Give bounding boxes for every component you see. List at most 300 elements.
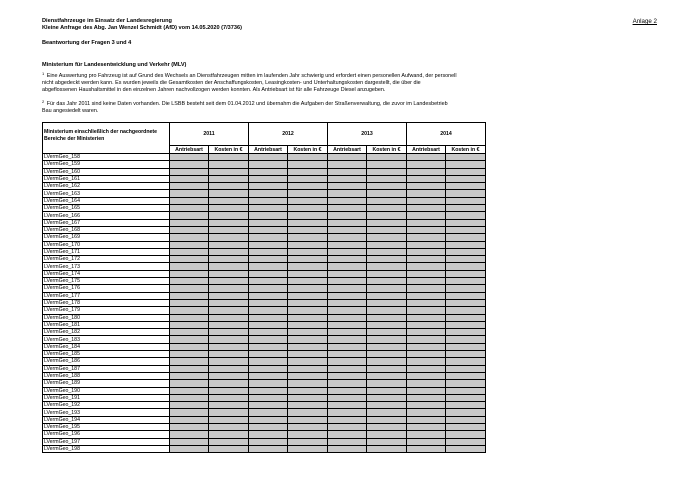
table-row	[43, 278, 486, 285]
drive-type-cell	[170, 168, 209, 175]
drive-type-cell	[407, 263, 446, 270]
vehicle-id-cell: LVermGeo_189	[43, 380, 170, 387]
drive-type-cell	[249, 409, 288, 416]
cost-cell	[288, 438, 328, 445]
drive-type-cell	[328, 409, 367, 416]
drive-type-cell	[407, 161, 446, 168]
cost-cell	[446, 438, 486, 445]
drive-type-cell	[170, 263, 209, 270]
column-header-cost: Kosten in €	[288, 146, 328, 154]
cost-cell	[288, 226, 328, 233]
cost-cell	[288, 343, 328, 350]
drive-type-cell	[249, 431, 288, 438]
cost-cell	[209, 438, 249, 445]
drive-type-cell	[170, 241, 209, 248]
cost-cell	[367, 394, 407, 401]
drive-type-cell	[170, 154, 209, 161]
cost-cell	[367, 183, 407, 190]
cost-cell	[209, 212, 249, 219]
drive-type-cell	[328, 380, 367, 387]
cost-cell	[288, 416, 328, 423]
table-row	[43, 256, 486, 263]
drive-type-cell	[249, 321, 288, 328]
drive-type-cell	[170, 197, 209, 204]
cost-cell	[288, 394, 328, 401]
cost-cell	[446, 372, 486, 379]
drive-type-cell	[170, 212, 209, 219]
drive-type-cell	[170, 438, 209, 445]
drive-type-cell	[407, 154, 446, 161]
drive-type-cell	[170, 336, 209, 343]
cost-cell	[288, 263, 328, 270]
cost-cell	[367, 438, 407, 445]
cost-cell	[288, 175, 328, 182]
vehicle-id-cell: LVermGeo_181	[43, 321, 170, 328]
cost-cell	[446, 423, 486, 430]
cost-cell	[209, 409, 249, 416]
drive-type-cell	[170, 234, 209, 241]
cost-cell	[367, 248, 407, 255]
table-row	[43, 285, 486, 292]
table-row	[43, 161, 486, 168]
drive-type-cell	[328, 212, 367, 219]
drive-type-cell	[170, 365, 209, 372]
cost-cell	[288, 307, 328, 314]
vehicle-id-cell: LVermGeo_177	[43, 292, 170, 299]
drive-type-cell	[249, 241, 288, 248]
drive-type-cell	[170, 394, 209, 401]
cost-cell	[209, 292, 249, 299]
vehicle-id-cell: LVermGeo_187	[43, 365, 170, 372]
drive-type-cell	[328, 387, 367, 394]
drive-type-cell	[407, 270, 446, 277]
cost-cell	[288, 321, 328, 328]
document-title: Dienstfahrzeuge im Einsatz der Landesregierung	[42, 18, 172, 24]
drive-type-cell	[407, 175, 446, 182]
drive-type-cell	[249, 175, 288, 182]
vehicle-id-cell: LVermGeo_195	[43, 423, 170, 430]
cost-cell	[446, 190, 486, 197]
cost-cell	[446, 183, 486, 190]
vehicle-id-cell: LVermGeo_164	[43, 197, 170, 204]
drive-type-cell	[407, 387, 446, 394]
drive-type-cell	[328, 190, 367, 197]
table-row	[43, 168, 486, 175]
cost-cell	[446, 307, 486, 314]
cost-cell	[209, 168, 249, 175]
cost-cell	[446, 416, 486, 423]
drive-type-cell	[328, 197, 367, 204]
cost-cell	[446, 431, 486, 438]
vehicle-id-cell: LVermGeo_166	[43, 212, 170, 219]
cost-cell	[209, 248, 249, 255]
vehicle-id-cell: LVermGeo_193	[43, 409, 170, 416]
vehicle-id-cell: LVermGeo_190	[43, 387, 170, 394]
cost-cell	[446, 212, 486, 219]
table-row	[43, 190, 486, 197]
drive-type-cell	[407, 394, 446, 401]
table-row	[43, 321, 486, 328]
cost-cell	[446, 234, 486, 241]
drive-type-cell	[328, 394, 367, 401]
drive-type-cell	[249, 285, 288, 292]
cost-cell	[209, 234, 249, 241]
drive-type-cell	[328, 248, 367, 255]
table-row	[43, 423, 486, 430]
table-corner-header: Ministerium einschließlich der nachgeordnete Bereiche der Ministerien	[43, 123, 170, 154]
drive-type-cell	[328, 299, 367, 306]
cost-cell	[288, 365, 328, 372]
cost-cell	[446, 387, 486, 394]
cost-cell	[209, 365, 249, 372]
vehicle-id-cell: LVermGeo_167	[43, 219, 170, 226]
drive-type-cell	[249, 343, 288, 350]
cost-cell	[446, 394, 486, 401]
cost-cell	[446, 154, 486, 161]
drive-type-cell	[328, 358, 367, 365]
drive-type-cell	[328, 168, 367, 175]
drive-type-cell	[407, 168, 446, 175]
column-header-drive: Antriebsart	[407, 146, 446, 154]
drive-type-cell	[407, 438, 446, 445]
cost-cell	[209, 416, 249, 423]
drive-type-cell	[249, 387, 288, 394]
vehicle-id-cell: LVermGeo_179	[43, 307, 170, 314]
drive-type-cell	[249, 219, 288, 226]
drive-type-cell	[407, 183, 446, 190]
cost-cell	[288, 212, 328, 219]
cost-cell	[446, 380, 486, 387]
vehicle-id-cell: LVermGeo_170	[43, 241, 170, 248]
table-row	[43, 263, 486, 270]
cost-cell	[288, 292, 328, 299]
footnote-1-line: abgeflossenen Haushaltsmittel in den einzelnen Jahren nachvollzogen werden konnten. Als Antriebsart ist für alle Fahrzeuge Diesel anzugeben.	[42, 87, 386, 93]
vehicle-cost-table	[42, 122, 486, 453]
cost-cell	[446, 351, 486, 358]
cost-cell	[288, 314, 328, 321]
cost-cell	[367, 402, 407, 409]
cost-cell	[288, 256, 328, 263]
cost-cell	[367, 241, 407, 248]
cost-cell	[446, 263, 486, 270]
drive-type-cell	[170, 285, 209, 292]
table-row	[43, 205, 486, 212]
drive-type-cell	[407, 256, 446, 263]
table-row	[43, 445, 486, 452]
cost-cell	[288, 168, 328, 175]
cost-cell	[288, 285, 328, 292]
drive-type-cell	[328, 321, 367, 328]
drive-type-cell	[407, 241, 446, 248]
table-row	[43, 343, 486, 350]
drive-type-cell	[249, 336, 288, 343]
cost-cell	[209, 226, 249, 233]
drive-type-cell	[170, 387, 209, 394]
cost-cell	[288, 270, 328, 277]
cost-cell	[367, 226, 407, 233]
year-header: 2012	[249, 123, 328, 146]
footnote-1-line: Eine Auswertung pro Fahrzeug ist auf Grund des Wechsels an Dienstfahrzeugen mitten im laufenden Jahr schwierig und erfordert einen personellen Aufwand, der personell	[46, 73, 457, 79]
attachment-label: Anlage 2	[632, 18, 657, 25]
drive-type-cell	[170, 431, 209, 438]
drive-type-cell	[249, 394, 288, 401]
drive-type-cell	[328, 278, 367, 285]
drive-type-cell	[407, 343, 446, 350]
table-row	[43, 154, 486, 161]
cost-cell	[446, 402, 486, 409]
drive-type-cell	[328, 416, 367, 423]
drive-type-cell	[328, 365, 367, 372]
cost-cell	[209, 336, 249, 343]
cost-cell	[367, 416, 407, 423]
vehicle-id-cell: LVermGeo_182	[43, 329, 170, 336]
drive-type-cell	[170, 205, 209, 212]
drive-type-cell	[249, 445, 288, 452]
cost-cell	[209, 270, 249, 277]
table-row	[43, 299, 486, 306]
table-row	[43, 372, 486, 379]
drive-type-cell	[407, 445, 446, 452]
drive-type-cell	[249, 278, 288, 285]
drive-type-cell	[328, 226, 367, 233]
cost-cell	[288, 219, 328, 226]
table-row	[43, 292, 486, 299]
vehicle-id-cell: LVermGeo_160	[43, 168, 170, 175]
drive-type-cell	[407, 402, 446, 409]
drive-type-cell	[170, 292, 209, 299]
vehicle-id-cell: LVermGeo_158	[43, 154, 170, 161]
drive-type-cell	[170, 314, 209, 321]
drive-type-cell	[170, 256, 209, 263]
drive-type-cell	[407, 336, 446, 343]
cost-cell	[446, 445, 486, 452]
table-row	[43, 307, 486, 314]
cost-cell	[209, 387, 249, 394]
cost-cell	[367, 321, 407, 328]
vehicle-id-cell: LVermGeo_171	[43, 248, 170, 255]
vehicle-id-cell: LVermGeo_180	[43, 314, 170, 321]
drive-type-cell	[407, 321, 446, 328]
cost-cell	[446, 365, 486, 372]
drive-type-cell	[170, 299, 209, 306]
cost-cell	[288, 248, 328, 255]
drive-type-cell	[328, 263, 367, 270]
cost-cell	[209, 205, 249, 212]
table-row	[43, 226, 486, 233]
cost-cell	[367, 358, 407, 365]
cost-cell	[209, 431, 249, 438]
cost-cell	[288, 241, 328, 248]
cost-cell	[209, 278, 249, 285]
cost-cell	[446, 226, 486, 233]
cost-cell	[367, 431, 407, 438]
drive-type-cell	[249, 168, 288, 175]
vehicle-id-cell: LVermGeo_174	[43, 270, 170, 277]
vehicle-id-cell: LVermGeo_172	[43, 256, 170, 263]
drive-type-cell	[170, 358, 209, 365]
cost-cell	[367, 336, 407, 343]
drive-type-cell	[407, 292, 446, 299]
vehicle-id-cell: LVermGeo_168	[43, 226, 170, 233]
cost-cell	[209, 321, 249, 328]
drive-type-cell	[249, 372, 288, 379]
drive-type-cell	[407, 248, 446, 255]
drive-type-cell	[170, 270, 209, 277]
drive-type-cell	[407, 314, 446, 321]
cost-cell	[367, 205, 407, 212]
cost-cell	[288, 358, 328, 365]
cost-cell	[209, 358, 249, 365]
cost-cell	[288, 380, 328, 387]
drive-type-cell	[170, 226, 209, 233]
table-row	[43, 438, 486, 445]
drive-type-cell	[249, 205, 288, 212]
cost-cell	[367, 212, 407, 219]
footnote-2-mark: 2	[42, 99, 45, 104]
cost-cell	[446, 278, 486, 285]
cost-cell	[367, 278, 407, 285]
cost-cell	[446, 358, 486, 365]
cost-cell	[367, 380, 407, 387]
cost-cell	[209, 197, 249, 204]
drive-type-cell	[170, 402, 209, 409]
column-header-cost: Kosten in €	[367, 146, 407, 154]
cost-cell	[209, 175, 249, 182]
drive-type-cell	[249, 197, 288, 204]
vehicle-id-cell: LVermGeo_165	[43, 205, 170, 212]
vehicle-id-cell: LVermGeo_169	[43, 234, 170, 241]
cost-cell	[209, 402, 249, 409]
cost-cell	[367, 285, 407, 292]
cost-cell	[367, 445, 407, 452]
drive-type-cell	[328, 423, 367, 430]
cost-cell	[446, 161, 486, 168]
drive-type-cell	[407, 372, 446, 379]
vehicle-id-cell: LVermGeo_197	[43, 438, 170, 445]
vehicle-id-cell: LVermGeo_178	[43, 299, 170, 306]
drive-type-cell	[407, 226, 446, 233]
cost-cell	[446, 409, 486, 416]
table-row	[43, 197, 486, 204]
vehicle-id-cell: LVermGeo_185	[43, 351, 170, 358]
drive-type-cell	[249, 402, 288, 409]
year-header: 2013	[328, 123, 407, 146]
cost-cell	[209, 256, 249, 263]
drive-type-cell	[170, 219, 209, 226]
drive-type-cell	[407, 409, 446, 416]
cost-cell	[446, 292, 486, 299]
cost-cell	[446, 321, 486, 328]
drive-type-cell	[407, 329, 446, 336]
cost-cell	[367, 256, 407, 263]
drive-type-cell	[170, 372, 209, 379]
cost-cell	[288, 154, 328, 161]
drive-type-cell	[170, 161, 209, 168]
drive-type-cell	[249, 314, 288, 321]
cost-cell	[288, 234, 328, 241]
cost-cell	[209, 241, 249, 248]
table-row	[43, 416, 486, 423]
year-header: 2014	[407, 123, 486, 146]
table-row	[43, 365, 486, 372]
drive-type-cell	[328, 285, 367, 292]
answer-heading: Beantwortung der Fragen 3 und 4	[42, 40, 132, 46]
cost-cell	[209, 423, 249, 430]
cost-cell	[209, 343, 249, 350]
drive-type-cell	[249, 438, 288, 445]
cost-cell	[446, 343, 486, 350]
column-header-cost: Kosten in €	[446, 146, 486, 154]
column-header-drive: Antriebsart	[170, 146, 209, 154]
vehicle-id-cell: LVermGeo_176	[43, 285, 170, 292]
drive-type-cell	[170, 321, 209, 328]
cost-cell	[446, 241, 486, 248]
drive-type-cell	[249, 226, 288, 233]
vehicle-id-cell: LVermGeo_194	[43, 416, 170, 423]
cost-cell	[209, 285, 249, 292]
drive-type-cell	[249, 351, 288, 358]
cost-cell	[446, 205, 486, 212]
drive-type-cell	[328, 219, 367, 226]
cost-cell	[288, 431, 328, 438]
drive-type-cell	[249, 292, 288, 299]
cost-cell	[209, 219, 249, 226]
drive-type-cell	[170, 409, 209, 416]
drive-type-cell	[328, 292, 367, 299]
cost-cell	[367, 270, 407, 277]
drive-type-cell	[328, 372, 367, 379]
drive-type-cell	[407, 197, 446, 204]
drive-type-cell	[170, 175, 209, 182]
drive-type-cell	[328, 161, 367, 168]
drive-type-cell	[407, 190, 446, 197]
cost-cell	[446, 270, 486, 277]
cost-cell	[446, 336, 486, 343]
cost-cell	[288, 445, 328, 452]
cost-cell	[367, 307, 407, 314]
table-row	[43, 431, 486, 438]
drive-type-cell	[407, 278, 446, 285]
cost-cell	[367, 292, 407, 299]
table-row	[43, 183, 486, 190]
drive-type-cell	[249, 234, 288, 241]
drive-type-cell	[328, 329, 367, 336]
drive-type-cell	[249, 161, 288, 168]
year-header: 2011	[170, 123, 249, 146]
table-row	[43, 329, 486, 336]
drive-type-cell	[249, 190, 288, 197]
cost-cell	[288, 197, 328, 204]
drive-type-cell	[328, 270, 367, 277]
vehicle-id-cell: LVermGeo_186	[43, 358, 170, 365]
drive-type-cell	[407, 358, 446, 365]
cost-cell	[367, 168, 407, 175]
table-row	[43, 234, 486, 241]
cost-cell	[288, 190, 328, 197]
drive-type-cell	[249, 380, 288, 387]
cost-cell	[367, 234, 407, 241]
drive-type-cell	[407, 307, 446, 314]
drive-type-cell	[328, 256, 367, 263]
drive-type-cell	[328, 205, 367, 212]
cost-cell	[288, 336, 328, 343]
cost-cell	[446, 248, 486, 255]
cost-cell	[209, 351, 249, 358]
cost-cell	[288, 299, 328, 306]
cost-cell	[288, 409, 328, 416]
drive-type-cell	[328, 402, 367, 409]
drive-type-cell	[328, 241, 367, 248]
